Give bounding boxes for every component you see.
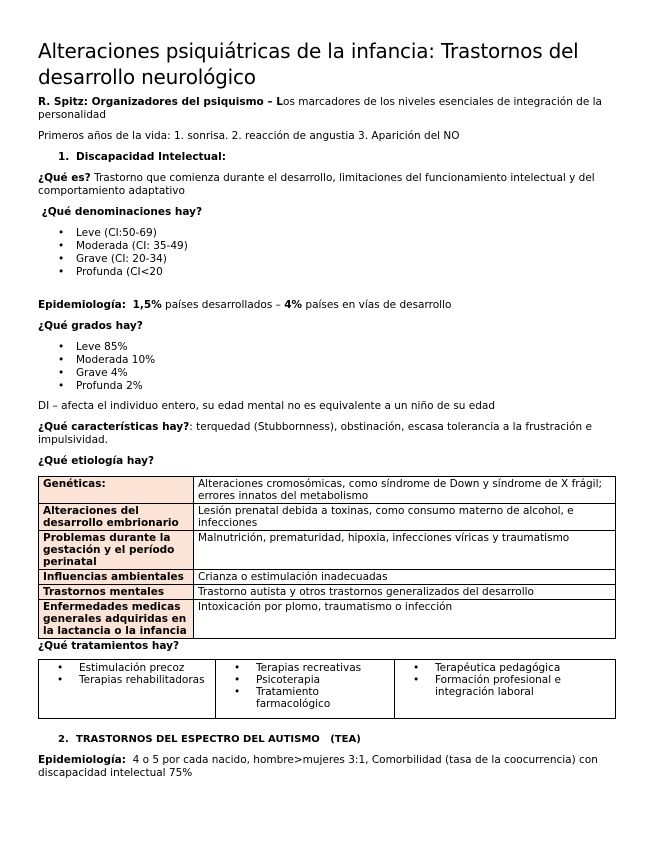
tratamientos-heading: ¿Qué tratamientos hay? (38, 640, 180, 652)
epidemiologia-1-value-1: 1,5% (132, 299, 162, 311)
etiologia-label: Trastornos mentales (39, 585, 194, 600)
table-row (39, 585, 616, 600)
list-item: • Moderada (CI: 35-49) (58, 240, 617, 253)
section-1-number: 1. (58, 151, 70, 163)
caracteristicas-text: : terquedad (Stubbornness), obstinación, escasa tolerancia a la frustración e impulsividad. (38, 421, 592, 446)
list-item: • Moderada 10% (58, 354, 617, 367)
table-row (39, 504, 616, 531)
etiologia-label: Alteraciones del desarrollo embrionario (39, 504, 194, 531)
tratamientos-list-1 (43, 662, 211, 686)
tratamientos-list-2 (220, 662, 390, 710)
epidemiologia-1-label: Epidemiología: (38, 299, 126, 311)
caracteristicas-label: ¿Qué características hay? (38, 421, 190, 433)
etiologia-value: Malnutrición, prematuridad, hipoxia, infecciones víricas y traumatismo (194, 531, 616, 570)
etiologia-label: Genéticas: (39, 477, 194, 504)
list-item: • Terapias recreativas (234, 662, 390, 674)
epidemiologia-1-paragraph (38, 286, 617, 312)
etiologia-label: Enfermedades medicas generales adquiridas en la lactancia o la infancia (39, 600, 194, 639)
que-es-text: Trastorno que comienza durante el desarrollo, limitaciones del funcionamiento intelectual y del comportamiento adaptativo (38, 172, 595, 197)
epidemiologia-1-text-1: países desarrollados – (161, 299, 285, 311)
list-item: • Terapéutica pedagógica (413, 662, 611, 674)
list-item: • Formación profesional e integración laboral (413, 674, 611, 698)
epidemiologia-1-text-2: países en vías de desarrollo (302, 299, 452, 311)
table-row (39, 570, 616, 585)
caracteristicas-paragraph (38, 421, 617, 447)
grados-heading: ¿Qué grados hay? (38, 320, 143, 332)
section-2-heading (58, 733, 617, 746)
spitz-paragraph (38, 96, 617, 122)
section-1-heading (58, 151, 617, 164)
tratamientos-col-3 (395, 660, 616, 719)
list-item: • Profunda (CI<20 (58, 266, 617, 279)
etiologia-label: Problemas durante la gestación y el período perinatal (39, 531, 194, 570)
etiologia-table (38, 476, 616, 639)
list-item: • Tratamiento farmacológico (234, 686, 390, 710)
etiologia-value: Lesión prenatal debida a toxinas, como consumo materno de alcohol, e infecciones (194, 504, 616, 531)
etiologia-label: Influencias ambientales (39, 570, 194, 585)
tratamientos-col-2 (216, 660, 395, 719)
tratamientos-list-3 (399, 662, 611, 698)
epidemiologia-2-text: 4 o 5 por cada nacido, hombre>mujeres 3:1, Comorbilidad (tasa de la coocurrencia) con discapacidad intelectual 75% (38, 754, 602, 779)
di-paragraph: DI – afecta el individuo entero, su edad mental no es equivalente a un niño de su edad (38, 400, 496, 412)
spitz-bold: R. Spitz: Organizadores del psiquismo – L (38, 96, 284, 108)
tratamientos-table (38, 659, 616, 719)
primeros-paragraph: Primeros años de la vida: 1. sonrisa. 2. reacción de angustia 3. Aparición del NO (38, 130, 460, 142)
denominaciones-list (38, 227, 617, 279)
list-item: • Profunda 2% (58, 380, 617, 393)
epidemiologia-2-label: Epidemiología: (38, 754, 126, 766)
denominaciones-heading: ¿Qué denominaciones hay? (38, 206, 203, 218)
table-row (39, 477, 616, 504)
tratamientos-col-1 (39, 660, 216, 719)
table-row (39, 600, 616, 639)
etiologia-value: Trastorno autista y otros trastornos generalizados del desarrollo (194, 585, 616, 600)
spitz-text: os marcadores de los niveles esenciales de integración de la personalidad (38, 96, 602, 121)
list-item: • Grave 4% (58, 367, 617, 380)
list-item: • Grave (CI: 20-34) (58, 253, 617, 266)
section-1-title: Discapacidad Intelectual: (76, 151, 226, 163)
grados-list (38, 341, 617, 393)
etiologia-value: Alteraciones cromosómicas, como síndrome de Down y síndrome de X frágil; errores innatos del metabolismo (194, 477, 616, 504)
table-row (39, 531, 616, 570)
que-es-paragraph (38, 172, 617, 198)
table-row (39, 660, 616, 719)
etiologia-heading: ¿Qué etiología hay? (38, 455, 155, 467)
que-es-label: ¿Qué es? (38, 172, 91, 184)
epidemiologia-1-value-2: 4% (284, 299, 303, 311)
epidemiologia-2-paragraph (38, 754, 617, 780)
page-title: Alteraciones psiquiátricas de la infancia: Trastornos del desarrollo neurológico (38, 39, 579, 89)
etiologia-value: Crianza o estimulación inadecuadas (194, 570, 616, 585)
section-2-number: 2. (58, 734, 69, 745)
section-2-title: TRASTORNOS DEL ESPECTRO DEL AUTISMO (TEA) (76, 734, 361, 745)
list-item: • Psicoterapia (234, 674, 390, 686)
list-item: • Leve 85% (58, 341, 617, 354)
list-item: • Estimulación precoz (57, 662, 211, 674)
list-item: • Terapias rehabilitadoras (57, 674, 211, 686)
list-item: • Leve (CI:50-69) (58, 227, 617, 240)
etiologia-value: Intoxicación por plomo, traumatismo o infección (194, 600, 616, 639)
